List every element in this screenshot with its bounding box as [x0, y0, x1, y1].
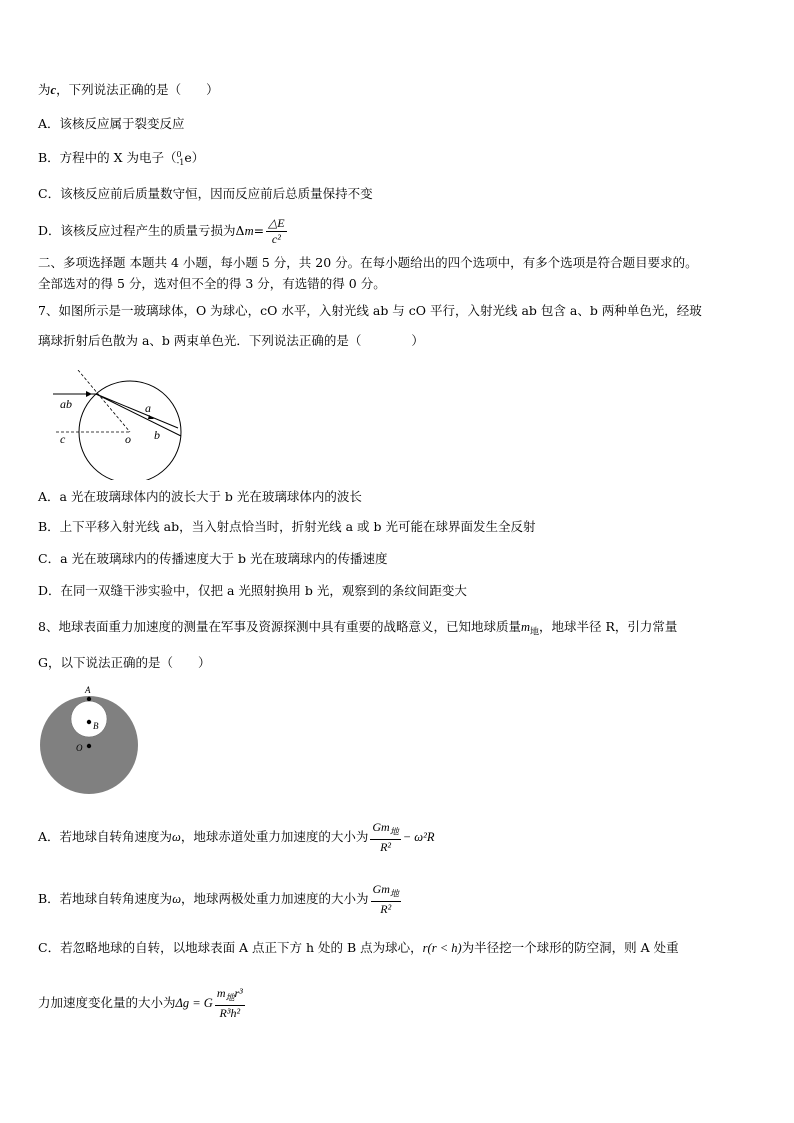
nuclide-scripts: 0 -1: [176, 149, 185, 167]
label-ab: ab: [60, 397, 72, 411]
cavity: [71, 701, 107, 737]
refracted-ray-a: [96, 394, 178, 428]
q6-option-b: B．方程中的 X 为电子（ 0 -1 e）: [38, 149, 205, 167]
q7-stem-line2: 璃球折射后色散为 a、b 两束单色光．下列说法正确的是（ ）: [38, 333, 424, 348]
q7-option-c: C．a 光在玻璃球内的传播速度大于 b 光在玻璃球内的传播速度: [38, 551, 388, 566]
q7-option-b: B．上下平移入射光线 ab，当入射点恰当时，折射光线 a 或 b 光可能在球界面发生全反射: [38, 519, 536, 534]
label-a-point: A: [85, 685, 91, 695]
q8-option-c-line2: 力加速度变化量的大小为Δg = G $\frac{m_地r^3}{\text{R³h²}}$: [38, 986, 243, 1021]
question-6-stem-tail: 为c，下列说法正确的是（ ）: [38, 82, 219, 97]
q8-option-a: A．若地球自转角速度为ω，地球赤道处重力加速度的大小为 $\frac{Gm_地}{\text{R²}}$ − ω²R: [38, 820, 435, 855]
q7-stem-line1: 7、如图所示是一玻璃球体，O 为球心，cO 水平，入射光线 ab 与 cO 平行，入射光线 ab 包含 a、b 两种单色光，经玻: [38, 303, 702, 318]
earth-cavity-figure: [38, 684, 142, 796]
incident-ray-arrow: [86, 391, 92, 397]
label-b-point: B: [93, 721, 99, 731]
section-2-heading: 二、多项选择题 本题共 4 小题，每小题 5 分，共 20 分。在每小题给出的四个选项中，有多个选项是符合题目要求的。: [38, 255, 698, 270]
normal-line: [78, 370, 130, 432]
glass-sphere-figure: [48, 370, 188, 480]
q8-stem-line1: 8、地球表面重力加速度的测量在军事及资源探测中具有重要的战略意义，已知地球质量$m_地$，地球半径 R，引力常量: [38, 619, 678, 638]
q6-option-c: C．该核反应前后质量数守恒，因而反应前后总质量保持不变: [38, 186, 373, 201]
point-a: [87, 697, 91, 701]
point-b: [87, 720, 91, 724]
q7-option-a: A．a 光在玻璃球体内的波长大于 b 光在玻璃球体内的波长: [38, 489, 362, 504]
q8-stem-line2: G，以下说法正确的是（ ）: [38, 655, 211, 670]
refracted-ray-b: [96, 394, 181, 436]
ray-a-arrow: [148, 415, 154, 419]
point-o: [87, 744, 91, 748]
label-b: b: [154, 428, 160, 442]
q8-option-c-line1: C．若忽略地球的自转，以地球表面 A 点正下方 h 处的 B 点为球心，r(r < h)为半径挖一个球形的防空洞，则 A 处重: [38, 940, 679, 955]
label-c: c: [60, 432, 66, 446]
mass-defect-fraction: $\frac{\triangle E}{\text{c²}}$: [268, 216, 285, 246]
pole-gravity-fraction: $\frac{Gm_地}{\text{R²}}$: [372, 882, 399, 917]
section-2-scoring: 全部选对的得 5 分，选对但不全的得 3 分，有选错的得 0 分。: [38, 276, 386, 291]
label-o-point: O: [76, 743, 83, 753]
q8-option-b: B．若地球自转角速度为ω，地球两极处重力加速度的大小为 $\frac{Gm_地}{\text{R²}}$: [38, 882, 399, 917]
label-o: o: [125, 432, 131, 446]
q7-option-d: D．在同一双缝干涉实验中，仅把 a 光照射换用 b 光，观察到的条纹间距变大: [38, 583, 467, 598]
q6-option-a: A．该核反应属于裂变反应: [38, 116, 185, 131]
gravity-change-fraction: $\frac{m_地r^3}{\text{R³h²}}$: [216, 986, 243, 1021]
equator-gravity-fraction: $\frac{Gm_地}{\text{R²}}$: [372, 820, 399, 855]
q6-option-d: D．该核反应过程产生的质量亏损为Δm= $\frac{\triangle E}{\text{c²}}$: [38, 216, 285, 246]
sphere-outline: [79, 381, 181, 480]
label-a: a: [145, 401, 151, 415]
